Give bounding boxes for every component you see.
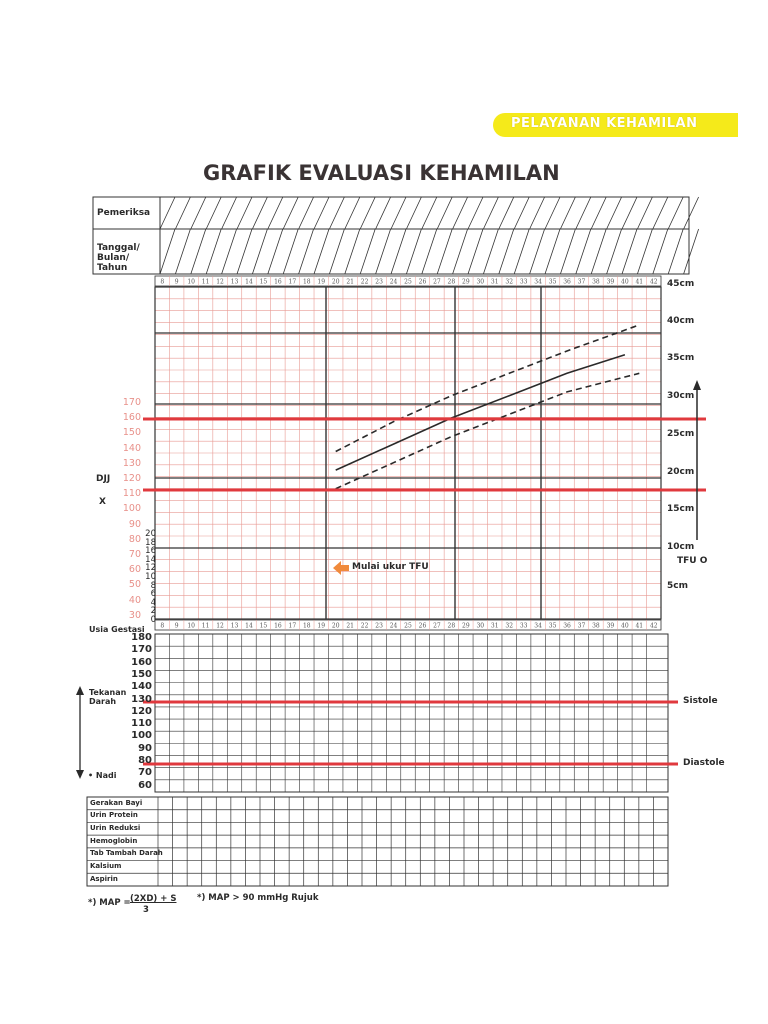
top-week-week-label: 32 xyxy=(505,278,514,286)
date-hatch xyxy=(545,229,560,274)
pemeriksa-hatch xyxy=(329,197,344,229)
djj-tick-label: 110 xyxy=(122,488,141,500)
date-hatch xyxy=(607,229,622,274)
diastole-label: Diastole xyxy=(683,758,725,768)
djj-tick-label: 160 xyxy=(122,412,141,424)
fhr-small-tick-label: 10 xyxy=(145,572,156,582)
bp-tick-label: 140 xyxy=(131,681,152,693)
bp-tick-label: 160 xyxy=(131,656,152,668)
date-hatch xyxy=(530,229,545,274)
fhr-small-tick-label: 2 xyxy=(150,606,156,617)
bottom-week-week-label: 30 xyxy=(476,622,485,630)
tfu-tick-label: 45cm xyxy=(667,279,695,289)
bp-tick-label: 180 xyxy=(131,632,152,643)
top-week-week-label: 35 xyxy=(548,278,557,286)
djj-tick-label: 60 xyxy=(128,564,141,576)
bottom-week-week-label: 14 xyxy=(245,622,253,630)
top-week-week-label: 21 xyxy=(346,278,354,286)
fhr-small-tick-label: 16 xyxy=(145,546,156,557)
top-week-week-label: 28 xyxy=(447,278,456,286)
bottom-week-week-label: 33 xyxy=(519,622,528,630)
date-hatch xyxy=(299,229,314,274)
bottom-week-week-label: 9 xyxy=(174,622,179,630)
date-hatch xyxy=(345,229,360,274)
top-week-week-label: 37 xyxy=(577,278,586,286)
top-week-week-label: 23 xyxy=(375,278,383,286)
pemeriksa-hatch xyxy=(252,197,267,229)
pemeriksa-hatch xyxy=(160,197,175,229)
bottom-week-week-label: 32 xyxy=(505,622,514,630)
bottom-week-week-label: 8 xyxy=(160,622,165,630)
checklist-row-label: Hemoglobin xyxy=(90,836,138,845)
bottom-week-week-label: 28 xyxy=(447,622,456,630)
top-week-week-label: 16 xyxy=(274,278,282,286)
bottom-week-week-label: 23 xyxy=(375,622,383,630)
pemeriksa-hatch xyxy=(206,197,221,229)
top-week-week-label: 39 xyxy=(606,278,615,286)
date-hatch xyxy=(437,229,452,274)
bottom-week-week-label: 36 xyxy=(563,622,571,630)
top-week-week-label: 33 xyxy=(519,278,528,286)
systole-label: Sistole xyxy=(683,696,718,706)
fhr-small-tick-label: 6 xyxy=(150,589,156,600)
date-hatch xyxy=(406,229,421,274)
top-week-week-label: 25 xyxy=(404,278,412,286)
top-week-week-label: 40 xyxy=(621,278,629,286)
djj-tick-label: 30 xyxy=(128,609,141,621)
start-tfu-label: Mulai ukur TFU xyxy=(352,562,429,572)
top-week-week-label: 15 xyxy=(259,278,268,286)
pemeriksa-label: Pemeriksa xyxy=(97,208,151,218)
date-hatch xyxy=(360,229,375,274)
bp-tick-label: 80 xyxy=(138,755,152,766)
tfu-tick-label: 40cm xyxy=(667,316,695,326)
header-table xyxy=(93,197,689,274)
bottom-week-week-label: 25 xyxy=(404,622,412,630)
fhr-small-tick-label: 4 xyxy=(150,597,156,608)
bp-grid-frame xyxy=(155,634,668,792)
fhr-small-tick-label: 8 xyxy=(150,580,156,591)
top-week-week-label: 36 xyxy=(563,278,571,286)
pemeriksa-hatch xyxy=(545,197,560,229)
bottom-week-week-label: 16 xyxy=(274,622,282,630)
bp-tick-label: 100 xyxy=(131,730,152,742)
page-title: GRAFIK EVALUASI KEHAMILAN xyxy=(203,161,560,185)
djj-tick-label: 40 xyxy=(128,594,141,606)
top-week-week-label: 22 xyxy=(360,278,369,286)
date-hatch xyxy=(252,229,267,274)
djj-tick-label: 130 xyxy=(122,457,141,469)
date-hatch xyxy=(222,229,237,274)
map-note: *) MAP > 90 mmHg Rujuk xyxy=(197,893,319,903)
top-week-week-label: 30 xyxy=(476,278,485,286)
bottom-week-week-label: 37 xyxy=(577,622,586,630)
bottom-week-week-label: 26 xyxy=(418,622,427,630)
pemeriksa-hatch xyxy=(576,197,591,229)
pemeriksa-hatch xyxy=(376,197,391,229)
date-hatch xyxy=(483,229,498,274)
date-hatch xyxy=(668,229,683,274)
bottom-week-week-label: 19 xyxy=(317,622,326,630)
date-hatch xyxy=(160,229,175,274)
bp-tick-label: 170 xyxy=(131,644,152,656)
top-week-week-label: 17 xyxy=(288,278,297,286)
top-week-week-label: 20 xyxy=(331,278,340,286)
tfu-tick-label: 15cm xyxy=(667,504,695,514)
pemeriksa-hatch xyxy=(175,197,190,229)
tfu-tick-label: 30cm xyxy=(667,391,695,401)
djj-tick-label: 150 xyxy=(122,427,141,439)
top-week-week-label: 10 xyxy=(187,278,195,286)
tfu-tick-label: 5cm xyxy=(667,581,688,591)
djj-tick-label: 50 xyxy=(128,579,141,591)
top-week-week-label: 14 xyxy=(245,278,253,286)
djj-tick-label: 140 xyxy=(122,442,141,454)
date-hatch xyxy=(684,229,699,274)
pemeriksa-hatch xyxy=(345,197,360,229)
pemeriksa-hatch xyxy=(607,197,622,229)
fhr-small-tick-label: 18 xyxy=(145,537,156,548)
djj-tick-label: 120 xyxy=(122,473,141,484)
bottom-week-week-label: 10 xyxy=(187,622,195,630)
tfu-tick-label: 10cm xyxy=(667,542,695,552)
tfu-tick-label: 20cm xyxy=(667,467,695,477)
top-week-week-label: 41 xyxy=(635,278,644,286)
blood-pressure-label: Tekanan Darah xyxy=(89,688,127,706)
date-hatch xyxy=(314,229,329,274)
date-hatch xyxy=(453,229,468,274)
pemeriksa-hatch xyxy=(299,197,314,229)
djj-tick-label: 80 xyxy=(128,533,141,545)
bottom-week-week-label: 20 xyxy=(331,622,340,630)
top-week-week-label: 24 xyxy=(389,278,398,286)
bottom-week-week-label: 42 xyxy=(649,622,658,630)
top-week-week-label: 26 xyxy=(418,278,427,286)
bp-tick-label: 90 xyxy=(138,742,152,754)
bottom-week-week-label: 27 xyxy=(433,622,441,630)
x-label: X xyxy=(99,497,106,507)
checklist-row-label: Urin Protein xyxy=(90,811,138,820)
checklist-row-label: Aspirin xyxy=(90,874,118,883)
date-hatch xyxy=(391,229,406,274)
pemeriksa-hatch xyxy=(514,197,529,229)
pemeriksa-hatch xyxy=(191,197,206,229)
pemeriksa-hatch xyxy=(422,197,437,229)
djj-tick-label: 170 xyxy=(122,397,141,408)
bottom-week-week-label: 21 xyxy=(346,622,354,630)
top-week-week-label: 31 xyxy=(490,278,499,286)
pemeriksa-hatch xyxy=(622,197,637,229)
bottom-week-week-label: 22 xyxy=(360,622,369,630)
bottom-week-week-label: 15 xyxy=(259,622,268,630)
top-week-week-label: 18 xyxy=(302,278,311,286)
bp-tick-label: 130 xyxy=(131,693,152,705)
pemeriksa-hatch xyxy=(653,197,668,229)
checklist-row-label: Tab Tambah Darah xyxy=(90,849,163,858)
pemeriksa-hatch xyxy=(314,197,329,229)
map-numerator: (2XD) + S xyxy=(130,894,177,904)
top-week-week-label: 38 xyxy=(592,278,600,286)
pemeriksa-hatch xyxy=(468,197,483,229)
pemeriksa-hatch xyxy=(237,197,252,229)
bottom-week-week-label: 31 xyxy=(490,622,499,630)
date-hatch xyxy=(637,229,652,274)
checklist-row-label: Urin Reduksi xyxy=(90,823,141,832)
bottom-week-week-label: 35 xyxy=(548,622,557,630)
pemeriksa-hatch xyxy=(668,197,683,229)
date-hatch xyxy=(329,229,344,274)
tfu-arrow-head xyxy=(693,380,701,390)
bp-tick-label: 120 xyxy=(131,705,152,717)
bottom-week-week-label: 34 xyxy=(534,622,542,630)
pemeriksa-hatch xyxy=(483,197,498,229)
date-hatch xyxy=(499,229,514,274)
date-hatch xyxy=(191,229,206,274)
date-hatch xyxy=(283,229,298,274)
pemeriksa-hatch xyxy=(360,197,375,229)
pemeriksa-hatch xyxy=(637,197,652,229)
bp-tick-label: 110 xyxy=(131,718,152,730)
fhr-small-tick-label: 14 xyxy=(145,554,156,565)
pemeriksa-hatch xyxy=(530,197,545,229)
checklist-row-label: Gerakan Bayi xyxy=(90,798,143,807)
bottom-week-week-label: 13 xyxy=(230,622,239,630)
bottom-week-week-label: 24 xyxy=(389,622,398,630)
djj-tick-label: 90 xyxy=(128,518,141,530)
pemeriksa-hatch xyxy=(222,197,237,229)
pemeriksa-hatch xyxy=(268,197,283,229)
tfu-tick-label: 25cm xyxy=(667,429,695,439)
top-week-week-label: 12 xyxy=(216,278,224,286)
section-label: PELAYANAN KEHAMILAN xyxy=(511,116,698,131)
top-week-week-label: 13 xyxy=(230,278,239,286)
pemeriksa-hatch xyxy=(391,197,406,229)
date-hatch xyxy=(237,229,252,274)
pemeriksa-hatch xyxy=(437,197,452,229)
pemeriksa-hatch xyxy=(591,197,606,229)
top-week-week-label: 42 xyxy=(649,278,658,286)
bottom-week-week-label: 38 xyxy=(592,622,600,630)
bottom-week-week-label: 39 xyxy=(606,622,615,630)
bottom-week-week-label: 17 xyxy=(288,622,297,630)
date-hatch xyxy=(422,229,437,274)
date-hatch xyxy=(268,229,283,274)
djj-tick-label: 70 xyxy=(128,549,141,560)
top-week-week-label: 9 xyxy=(174,278,179,286)
pemeriksa-hatch xyxy=(283,197,298,229)
bottom-week-week-label: 40 xyxy=(621,622,629,630)
pemeriksa-hatch xyxy=(560,197,575,229)
pemeriksa-hatch xyxy=(684,197,699,229)
bottom-week-week-label: 18 xyxy=(302,622,311,630)
date-hatch xyxy=(468,229,483,274)
date-label: Tanggal/ Bulan/ Tahun xyxy=(97,243,140,273)
top-week-week-label: 19 xyxy=(317,278,326,286)
top-week-week-label: 27 xyxy=(433,278,441,286)
bp-arrow-up xyxy=(76,686,84,695)
pemeriksa-hatch xyxy=(499,197,514,229)
bp-tick-label: 60 xyxy=(138,779,152,791)
date-hatch xyxy=(376,229,391,274)
bottom-week-week-label: 11 xyxy=(201,622,210,630)
checklist-row-label: Kalsium xyxy=(90,862,122,871)
date-hatch xyxy=(591,229,606,274)
date-hatch xyxy=(514,229,529,274)
tfu-label: TFU O xyxy=(677,556,708,566)
date-hatch xyxy=(653,229,668,274)
date-hatch xyxy=(175,229,190,274)
top-week-week-label: 29 xyxy=(462,278,470,286)
bp-tick-label: 150 xyxy=(131,668,152,680)
date-hatch xyxy=(560,229,575,274)
tfu-tick-label: 35cm xyxy=(667,353,695,363)
djj-label: DJJ xyxy=(96,474,111,484)
date-hatch xyxy=(576,229,591,274)
pemeriksa-hatch xyxy=(406,197,421,229)
djj-tick-label: 100 xyxy=(122,503,141,515)
fhr-small-tick-label: 0 xyxy=(150,615,156,625)
bp-tick-label: 70 xyxy=(138,767,152,779)
date-hatch xyxy=(206,229,221,274)
bottom-week-week-label: 29 xyxy=(462,622,470,630)
top-week-week-label: 34 xyxy=(534,278,542,286)
date-hatch xyxy=(622,229,637,274)
top-week-week-label: 8 xyxy=(160,278,165,286)
start-tfu-arrow xyxy=(333,561,349,575)
map-prefix: *) MAP = xyxy=(88,898,131,908)
bottom-week-week-label: 41 xyxy=(635,622,644,630)
fhr-small-tick-label: 12 xyxy=(145,563,156,574)
bottom-week-week-label: 12 xyxy=(216,622,224,630)
fhr-small-tick-label: 20 xyxy=(145,529,156,539)
bp-arrow-down xyxy=(76,770,84,779)
map-denominator: 3 xyxy=(143,905,149,915)
pulse-label: • Nadi xyxy=(88,771,117,780)
top-week-week-label: 11 xyxy=(201,278,210,286)
pemeriksa-hatch xyxy=(453,197,468,229)
gestational-age-label: Usia Gestasi xyxy=(89,625,145,634)
